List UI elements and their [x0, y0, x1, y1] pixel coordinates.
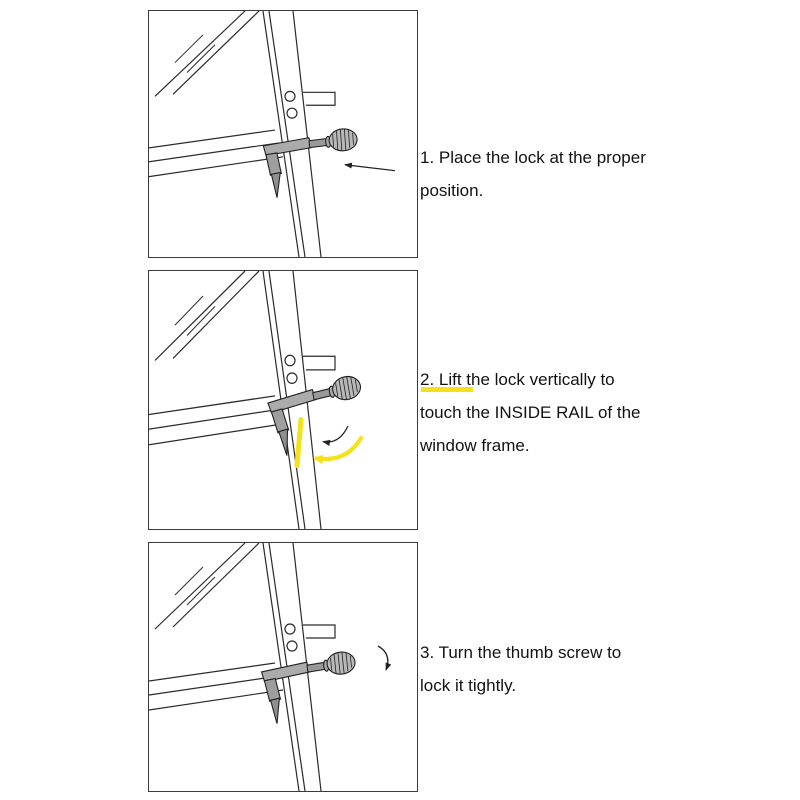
- step-1-line-1: 1. Place the lock at the proper: [420, 148, 646, 167]
- pointer-arrow-icon: [345, 165, 395, 171]
- step-3-line-2: lock it tightly.: [420, 676, 517, 695]
- window-frame-drawing: [149, 11, 335, 257]
- step-1-line-2: position.: [420, 181, 484, 200]
- yellow-highlight-line: [297, 420, 301, 466]
- step-1-text: [420, 141, 675, 207]
- step-1-illustration-panel: [148, 10, 418, 258]
- rotate-arrow-icon: [378, 646, 388, 670]
- step-2-line-2: touch the INSIDE RAIL of the: [420, 403, 641, 422]
- lift-arrow-icon: [323, 426, 348, 442]
- step-2-illustration-panel: [148, 270, 418, 530]
- step-2-line-1: 2. Lift the lock vertically to: [420, 363, 675, 396]
- window-lock-illustration: [260, 651, 360, 725]
- step-3-line-1: 3. Turn the thumb screw to: [420, 643, 622, 662]
- step-2-text: [420, 363, 675, 462]
- step-3-illustration-panel: [148, 542, 418, 792]
- step-3-text: [420, 636, 675, 702]
- step-2-line-3: window frame.: [420, 436, 530, 455]
- yellow-curved-arrow-icon: [315, 436, 362, 459]
- window-lock-illustration: [263, 128, 361, 198]
